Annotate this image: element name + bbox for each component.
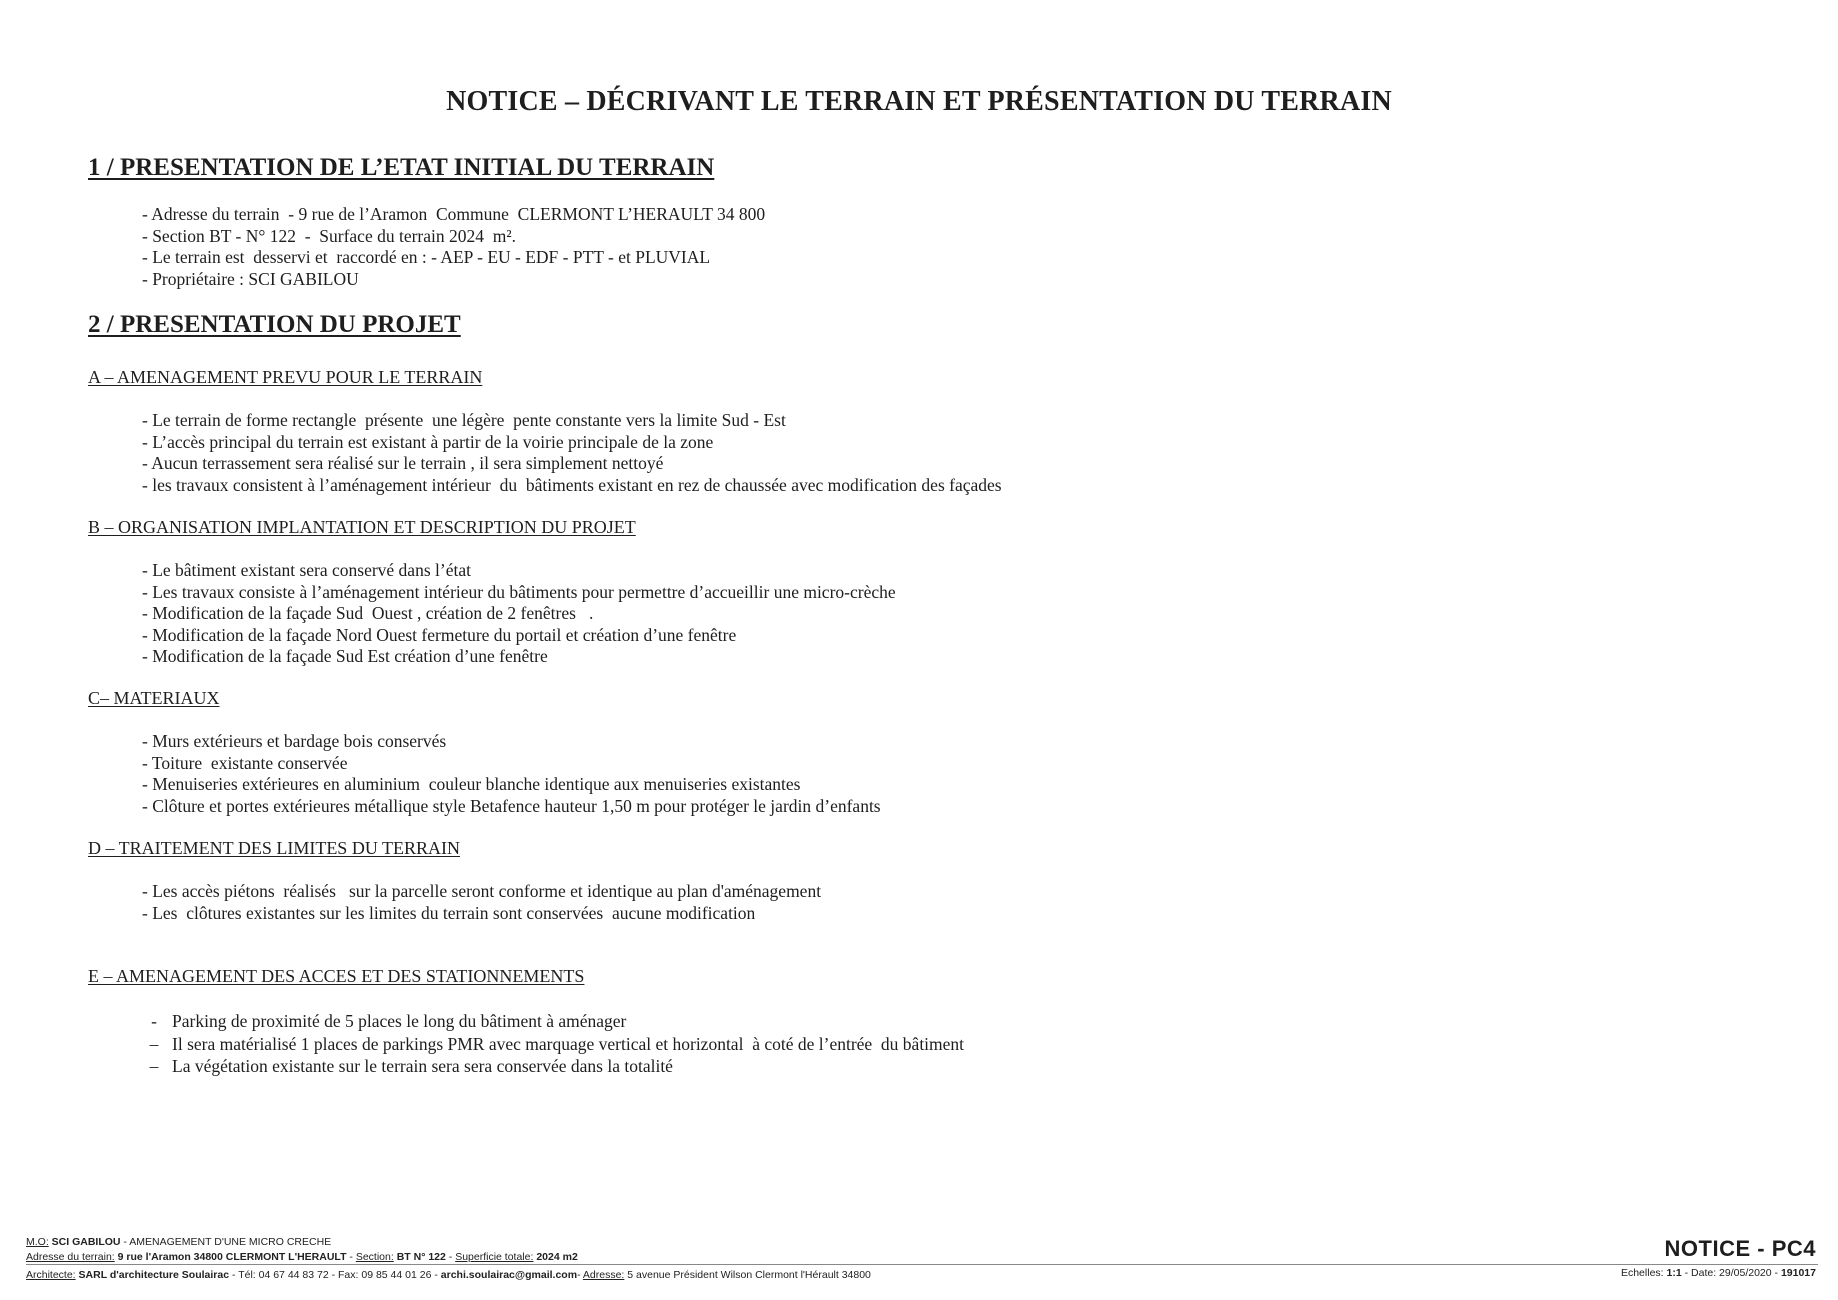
list-item (144, 1010, 964, 1033)
list-item-text: Il sera matérialisé 1 places de parkings PMR avec marquage vertical et horizontal à coté de l’entrée du bâtiment (172, 1033, 965, 1054)
address-label: Adresse du terrain: (26, 1251, 115, 1263)
list-item: - Clôture et portes extérieures métallique style Betafence hauteur 1,50 m pour protéger le jardin d’enfants (142, 796, 881, 818)
architect-address: 5 avenue Président Wilson Clermont l'Hérault 34800 (624, 1269, 871, 1281)
footer-divider (26, 1264, 1818, 1265)
footer-line-architect (26, 1268, 871, 1283)
subsection-a-list (142, 410, 1002, 496)
list-item: - Toiture existante conservée (142, 753, 881, 775)
section-label: Section: (355, 1251, 394, 1263)
architect-contact: - Tél: 04 67 44 83 72 - Fax: 09 85 44 01 26 - (229, 1269, 441, 1281)
subsection-a-heading: A – AMENAGEMENT PREVU POUR LE TERRAIN (88, 367, 483, 387)
separator: - (346, 1251, 356, 1263)
architect-email: archi.soulairac@gmail.com (440, 1269, 578, 1281)
reference-number: 191017 (1780, 1267, 1816, 1279)
list-item: - L’accès principal du terrain est existant à partir de la voirie principale de la zone (142, 432, 1002, 454)
architect-name: SARL d'architecture Soulairac (78, 1269, 230, 1281)
scale-value: 1:1 (1666, 1267, 1682, 1279)
section-value: BT N° 122 (396, 1251, 446, 1263)
list-item: - Les accès piétons réalisés sur la parcelle seront conforme et identique au plan d'aménagement (142, 881, 821, 903)
sheet-meta (1621, 1266, 1816, 1281)
date-label: - Date: (1681, 1267, 1720, 1279)
list-item: - Aucun terrassement sera réalisé sur le terrain , il sera simplement nettoyé (142, 453, 1002, 475)
list-item: - les travaux consistent à l’aménagement intérieur du bâtiments existant en rez de chaussée avec modification des façades (142, 475, 1002, 497)
list-item: - Adresse du terrain - 9 rue de l’Aramon Commune CLERMONT L’HERAULT 34 800 (142, 204, 765, 226)
owner-name: SCI GABILOU (51, 1236, 121, 1248)
surface-value: 2024 m2 (536, 1251, 578, 1263)
list-marker: – (149, 1056, 159, 1076)
subsection-c-heading: C– MATERIAUX (88, 688, 220, 708)
list-item: - Le bâtiment existant sera conservé dans l’état (142, 560, 896, 582)
list-marker: - (151, 1011, 157, 1031)
project-name: - AMENAGEMENT D'UNE MICRO CRECHE (120, 1236, 332, 1248)
subsection-d-heading: D – TRAITEMENT DES LIMITES DU TERRAIN (88, 838, 460, 858)
list-item (144, 1055, 964, 1078)
list-item: - Modification de la façade Sud Est création d’une fenêtre (142, 646, 896, 668)
footer-line-address (26, 1250, 578, 1265)
separator: - (1771, 1267, 1781, 1279)
list-item: - Le terrain de forme rectangle présente une légère pente constante vers la limite Sud - Est (142, 410, 1002, 432)
list-item: - Propriétaire : SCI GABILOU (142, 269, 765, 291)
list-item-text: La végétation existante sur le terrain sera sera conservée dans la totalité (172, 1056, 673, 1076)
list-marker: – (149, 1033, 159, 1054)
mo-label: M.O: (26, 1236, 49, 1248)
list-item: - Les travaux consiste à l’aménagement intérieur du bâtiments pour permettre d’accueillir une micro-crèche (142, 582, 896, 604)
list-item: - Les clôtures existantes sur les limites du terrain sont conservées aucune modification (142, 903, 821, 925)
list-item-text: Parking de proximité de 5 places le long du bâtiment à aménager (172, 1011, 627, 1031)
scale-label: Echelles: (1620, 1267, 1667, 1279)
section-1-heading: 1 / PRESENTATION DE L’ETAT INITIAL DU TERRAIN (88, 154, 715, 181)
separator: - (445, 1251, 456, 1263)
list-item: - Le terrain est desservi et raccordé en : - AEP - EU - EDF - PTT - et PLUVIAL (142, 247, 765, 269)
surface-label: Superficie totale: (455, 1251, 534, 1263)
title-block-info (26, 1235, 578, 1265)
date-value: 29/05/2020 (1719, 1267, 1772, 1279)
list-item: - Section BT - N° 122 - Surface du terrain 2024 m². (142, 226, 765, 248)
architect-address-label: Adresse: (582, 1269, 625, 1281)
footer-line-project (26, 1235, 578, 1250)
architect-label: Architecte: (26, 1269, 76, 1281)
list-item: - Menuiseries extérieures en aluminium couleur blanche identique aux menuiseries existantes (142, 774, 881, 796)
subsection-d-list (142, 881, 821, 924)
subsection-b-heading: B – ORGANISATION IMPLANTATION ET DESCRIPTION DU PROJET (88, 517, 636, 537)
list-item: - Modification de la façade Sud Ouest , création de 2 fenêtres . (142, 603, 896, 625)
list-item (144, 1033, 964, 1056)
section-2-heading: 2 / PRESENTATION DU PROJET (88, 311, 461, 338)
subsection-e-list (144, 1010, 964, 1078)
list-item: - Murs extérieurs et bardage bois conservés (142, 731, 881, 753)
section-1-list (142, 204, 765, 290)
page-title: NOTICE – DÉCRIVANT LE TERRAIN ET PRÉSENTATION DU TERRAIN (446, 86, 1392, 117)
terrain-address: 9 rue l'Aramon 34800 CLERMONT L'HERAULT (117, 1251, 347, 1263)
sheet-title: NOTICE - PC4 (1664, 1236, 1816, 1261)
list-item: - Modification de la façade Nord Ouest fermeture du portail et création d’une fenêtre (142, 625, 896, 647)
subsection-b-list (142, 560, 896, 668)
subsection-c-list (142, 731, 881, 817)
subsection-e-heading: E – AMENAGEMENT DES ACCES ET DES STATIONNEMENTS (88, 966, 585, 986)
separator: - (577, 1269, 583, 1281)
